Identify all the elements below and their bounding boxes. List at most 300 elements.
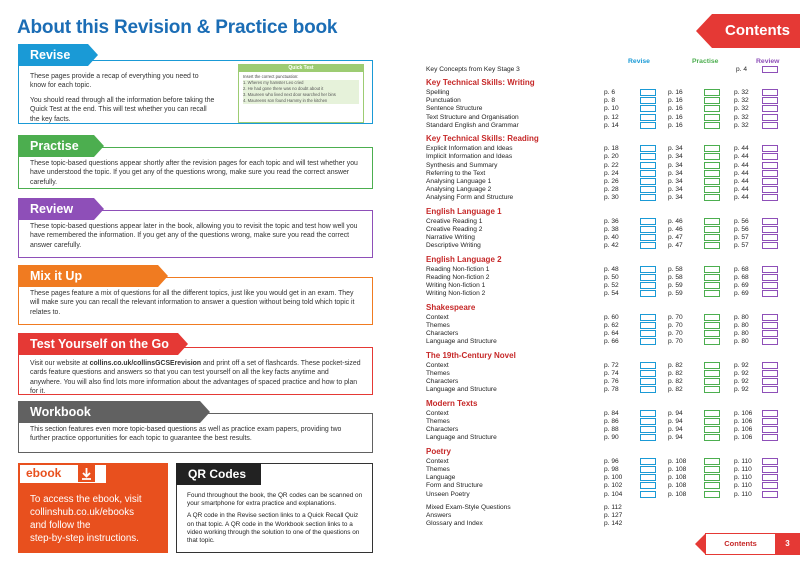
review-checkbox[interactable] (762, 466, 778, 473)
practise-checkbox[interactable] (704, 466, 720, 473)
practise-page: p. 70 (668, 313, 683, 321)
practise-page: p. 47 (668, 242, 683, 250)
revise-checkbox[interactable] (640, 378, 656, 385)
practise-page: p. 82 (668, 378, 683, 386)
practise-checkbox[interactable] (704, 194, 720, 201)
review-checkbox[interactable] (762, 105, 778, 112)
topic-title: Key Concepts from Key Stage 3 (426, 66, 520, 73)
revise-checkbox[interactable] (640, 145, 656, 152)
review-page: p. 110 (734, 457, 752, 465)
review-checkbox[interactable] (762, 474, 778, 481)
topic-title: Context (426, 361, 449, 369)
mix-it-up-banner: Mix it Up (18, 265, 158, 287)
contents-row (426, 122, 786, 130)
revise-checkbox[interactable] (640, 330, 656, 337)
revise-page: p. 104 (604, 490, 623, 498)
review-checkbox[interactable] (762, 274, 778, 281)
revise-page: p. 40 (604, 234, 619, 242)
practise-checkbox[interactable] (704, 97, 720, 104)
practise-checkbox[interactable] (704, 89, 720, 96)
review-checkbox[interactable] (762, 122, 778, 129)
practise-banner: Practise (18, 135, 94, 157)
review-checkbox[interactable] (762, 410, 778, 417)
review-checkbox[interactable] (762, 145, 778, 152)
revise-section (18, 44, 373, 123)
practise-page: p. 47 (668, 234, 683, 242)
contents-row (426, 512, 786, 520)
topic-title: Referring to the Text (426, 169, 486, 177)
test-yourself-section (18, 333, 373, 396)
revise-checkbox[interactable] (640, 466, 656, 473)
contents-row (426, 194, 786, 202)
practise-page: p. 46 (668, 226, 683, 233)
practise-checkbox[interactable] (704, 314, 720, 321)
revise-checkbox[interactable] (640, 114, 656, 121)
practise-checkbox[interactable] (704, 434, 720, 441)
extra-page: p. 112 (604, 504, 622, 511)
review-checkbox[interactable] (762, 218, 778, 225)
review-checkbox[interactable] (762, 153, 778, 160)
page-number: 3 (775, 533, 800, 555)
contents-row (426, 504, 786, 512)
extra-page: p. 127 (604, 512, 623, 520)
quick-test-box (238, 64, 364, 123)
practise-checkbox[interactable] (704, 145, 720, 152)
revise-page: p. 90 (604, 434, 619, 442)
topic-title: Writing Non-fiction 1 (426, 282, 486, 290)
contents-row (426, 114, 786, 122)
practise-checkbox[interactable] (704, 386, 720, 393)
revise-checkbox[interactable] (640, 105, 656, 112)
review-page: p. 110 (734, 482, 752, 490)
page-title: About this Revision & Practice book (17, 17, 338, 38)
review-checkbox[interactable] (762, 170, 778, 177)
contents-row (426, 89, 786, 97)
practise-checkbox[interactable] (704, 122, 720, 129)
quick-test-title: Quick Test (239, 65, 363, 72)
practise-page: p. 34 (668, 145, 683, 153)
revise-checkbox[interactable] (640, 89, 656, 96)
mix-it-up-section (18, 265, 373, 316)
revise-page: p. 72 (604, 361, 619, 369)
review-page: p. 80 (734, 322, 749, 329)
revise-checkbox[interactable] (640, 178, 656, 185)
contents-row (426, 234, 786, 242)
review-page: p. 110 (734, 474, 752, 482)
revise-page: p. 102 (604, 482, 623, 490)
revise-page: p. 26 (604, 178, 619, 185)
practise-page: p. 34 (668, 161, 683, 169)
topic-title: Characters (426, 330, 459, 338)
contents-row (426, 282, 786, 290)
workbook-section (18, 401, 373, 443)
practise-checkbox[interactable] (704, 282, 720, 289)
topic-title: Creative Reading 2 (426, 226, 483, 233)
contents-row (426, 314, 786, 322)
revise-checkbox[interactable] (640, 282, 656, 289)
topic-title: Sentence Structure (426, 105, 483, 113)
contents-row (426, 482, 786, 490)
column-header-practise: Practise (692, 58, 719, 65)
download-icon (78, 465, 95, 482)
practise-checkbox[interactable] (704, 153, 720, 160)
contents-row (426, 242, 786, 250)
topic-title: Characters (426, 378, 459, 386)
revise-checkbox[interactable] (640, 418, 656, 425)
practise-checkbox[interactable] (704, 330, 720, 337)
practise-page: p. 16 (668, 121, 683, 129)
review-checkbox[interactable] (762, 314, 778, 321)
review-checkbox[interactable] (762, 186, 778, 193)
practise-page: p. 58 (668, 265, 683, 273)
revise-page: p. 38 (604, 226, 619, 233)
topic-title: Unseen Poetry (426, 490, 470, 498)
review-page: p. 80 (734, 338, 749, 346)
practise-checkbox[interactable] (704, 218, 720, 225)
contents-row (426, 274, 786, 282)
revise-checkbox[interactable] (640, 491, 656, 498)
revise-checkbox[interactable] (640, 194, 656, 201)
section-heading: Poetry (426, 446, 451, 456)
revise-checkbox[interactable] (640, 97, 656, 104)
revise-checkbox[interactable] (640, 314, 656, 321)
review-checkbox[interactable] (762, 378, 778, 385)
review-page: p. 57 (734, 234, 749, 242)
contents-row (426, 186, 786, 194)
revise-page: p. 24 (604, 169, 619, 177)
contents-row (426, 322, 786, 330)
section-heading: Key Technical Skills: Reading (426, 134, 539, 144)
review-page: p. 68 (734, 265, 749, 273)
review-checkbox[interactable] (762, 234, 778, 241)
revise-page: p. 12 (604, 113, 619, 121)
revise-checkbox[interactable] (640, 170, 656, 177)
revise-checkbox[interactable] (640, 338, 656, 345)
review-checkbox[interactable] (762, 66, 778, 73)
ebook-link[interactable]: collinshub.co.uk/ebooks (30, 507, 135, 518)
revise-page: p. 66 (604, 338, 619, 346)
revise-checkbox[interactable] (640, 274, 656, 281)
review-page: p. 69 (734, 282, 749, 290)
review-banner: Review (18, 198, 94, 220)
contents-row (426, 290, 786, 298)
revise-page: p. 36 (604, 217, 619, 225)
topic-title: Characters (426, 426, 459, 434)
topic-title: Themes (426, 322, 450, 329)
revise-page: p. 62 (604, 322, 619, 329)
practise-checkbox[interactable] (704, 274, 720, 281)
topic-title: Punctuation (426, 97, 461, 105)
topic-title: Themes (426, 418, 450, 425)
revise-checkbox[interactable] (640, 322, 656, 329)
practise-checkbox[interactable] (704, 178, 720, 185)
practise-checkbox[interactable] (704, 458, 720, 465)
revise-page: p. 64 (604, 330, 619, 338)
practise-page: p. 16 (668, 105, 683, 113)
revise-checkbox[interactable] (640, 370, 656, 377)
contents-row (426, 474, 786, 482)
revise-checkbox[interactable] (640, 386, 656, 393)
revise-checkbox[interactable] (640, 482, 656, 489)
revise-page: p. 14 (604, 121, 619, 129)
revise-checkbox[interactable] (640, 234, 656, 241)
practise-checkbox[interactable] (704, 322, 720, 329)
topic-title: Context (426, 313, 449, 321)
review-checkbox[interactable] (762, 482, 778, 489)
revise-checkbox[interactable] (640, 153, 656, 160)
qr-text-2: A QR code in the Revise section links to a Quick Recall Quiz on that topic. A QR code in the Workbook section links to a video working through the solution to one of the questions on that topic. (187, 512, 360, 545)
review-page: p. 32 (734, 89, 749, 96)
practise-checkbox[interactable] (704, 234, 720, 241)
contents-row (426, 66, 786, 74)
workbook-banner: Workbook (18, 401, 200, 423)
ebook-title: ebook (26, 466, 62, 480)
contents-row (426, 362, 786, 370)
revise-checkbox[interactable] (640, 242, 656, 249)
section-heading: Key Technical Skills: Writing (426, 78, 535, 87)
topic-title: Writing Non-fiction 2 (426, 290, 486, 298)
practise-checkbox[interactable] (704, 162, 720, 169)
revise-page: p. 84 (604, 409, 619, 417)
contents-row (426, 458, 786, 466)
revise-box (18, 60, 373, 124)
practise-checkbox[interactable] (704, 186, 720, 193)
practise-page: p. 94 (668, 418, 683, 425)
review-page: p. 92 (734, 361, 749, 369)
revise-checkbox[interactable] (640, 218, 656, 225)
practise-checkbox[interactable] (704, 482, 720, 489)
practise-checkbox[interactable] (704, 338, 720, 345)
practise-checkbox[interactable] (704, 114, 720, 121)
practise-page: p. 34 (668, 194, 683, 202)
review-checkbox[interactable] (762, 242, 778, 249)
revise-checkbox[interactable] (640, 362, 656, 369)
review-page: p. 44 (734, 153, 749, 161)
practise-checkbox[interactable] (704, 370, 720, 377)
revise-checkbox[interactable] (640, 162, 656, 169)
test-yourself-text: Visit our website at collins.co.uk/collinsGCSErevision and print off a set of flashcards. These pocket-sized cards feature questions and answers so that you can test yourself on all the key facts anytime and anywhere. You will also find lots more information about the advantages of spaced practice and how to plan for it. (30, 360, 361, 396)
review-checkbox[interactable] (762, 338, 778, 345)
practise-page: p. 34 (668, 153, 683, 161)
practise-page: p. 82 (668, 361, 683, 369)
review-page: p. 57 (734, 242, 749, 250)
workbook-text: This section features even more topic-based questions as well as practice exam papers, providing two further practice opportunities for each topic to guarantee the best results. (30, 426, 342, 443)
review-checkbox[interactable] (762, 426, 778, 433)
practise-checkbox[interactable] (704, 290, 720, 297)
revise-page: p. 6 (604, 89, 615, 96)
review-page: p. 69 (734, 290, 749, 298)
topic-title: Narrative Writing (426, 234, 475, 242)
quick-test-intro: Insert the correct punctuation: (243, 74, 299, 79)
revise-page: p. 8 (604, 97, 615, 105)
topic-title: Reading Non-fiction 1 (426, 265, 490, 273)
revise-page: p. 42 (604, 242, 619, 250)
review-checkbox[interactable] (762, 362, 778, 369)
topic-title: Standard English and Grammar (426, 121, 519, 129)
topic-title: Implicit Information and Ideas (426, 153, 513, 161)
revise-text-1: These pages provide a recap of everything you need to know for each topic. (30, 73, 199, 90)
review-page: p. 80 (734, 313, 749, 321)
review-page: p. 110 (734, 490, 752, 498)
quick-test-item: 4. Maureens son found Hammy in the kitchen (243, 98, 359, 104)
practise-page: p. 108 (668, 457, 687, 465)
practise-section (18, 135, 373, 186)
review-checkbox[interactable] (762, 282, 778, 289)
review-page: p. 92 (734, 370, 749, 377)
review-page: p. 110 (734, 466, 752, 473)
practise-page: p. 94 (668, 434, 683, 442)
review-checkbox[interactable] (762, 418, 778, 425)
topic-title: Creative Reading 1 (426, 217, 483, 225)
practise-page: p. 59 (668, 282, 683, 290)
review-checkbox[interactable] (762, 370, 778, 377)
practise-checkbox[interactable] (704, 242, 720, 249)
revise-checkbox[interactable] (640, 290, 656, 297)
practise-checkbox[interactable] (704, 426, 720, 433)
review-checkbox[interactable] (762, 458, 778, 465)
review-page: p. 106 (734, 426, 753, 434)
revise-checkbox[interactable] (640, 434, 656, 441)
mix-it-up-text: These pages feature a mix of questions for all the different topics, just like you would get in an exam. They will make sure you can recall the relevant information to answer a question without being told which topic it relates to. (30, 290, 355, 316)
review-page: p. 44 (734, 161, 749, 169)
practise-checkbox[interactable] (704, 378, 720, 385)
review-checkbox[interactable] (762, 322, 778, 329)
contents-row (426, 170, 786, 178)
review-page: p. 56 (734, 217, 749, 225)
topic-title: Form and Structure (426, 482, 483, 490)
topic-title: Synthesis and Summary (426, 161, 498, 169)
contents-row (426, 153, 786, 161)
practise-checkbox[interactable] (704, 362, 720, 369)
contents-row (426, 178, 786, 186)
practise-page: p. 34 (668, 169, 683, 177)
revise-checkbox[interactable] (640, 458, 656, 465)
practise-checkbox[interactable] (704, 105, 720, 112)
review-checkbox[interactable] (762, 89, 778, 96)
revise-page: p. 86 (604, 418, 619, 425)
review-page: p. 32 (734, 121, 749, 129)
review-checkbox[interactable] (762, 491, 778, 498)
revise-page: p. 74 (604, 370, 619, 377)
review-checkbox[interactable] (762, 162, 778, 169)
review-page: p. 106 (734, 418, 753, 425)
revise-page: p. 98 (604, 466, 619, 473)
practise-checkbox[interactable] (704, 418, 720, 425)
topic-title: Spelling (426, 89, 450, 96)
contents-tab: Contents (712, 14, 800, 48)
review-checkbox[interactable] (762, 386, 778, 393)
revise-page: p. 20 (604, 153, 619, 161)
review-checkbox[interactable] (762, 97, 778, 104)
revise-checkbox[interactable] (640, 474, 656, 481)
practise-page: p. 94 (668, 426, 683, 434)
revise-page: p. 96 (604, 457, 619, 465)
revise-page: p. 18 (604, 145, 619, 153)
revise-page: p. 50 (604, 274, 619, 281)
revise-page: p. 48 (604, 265, 619, 273)
revise-checkbox[interactable] (640, 226, 656, 233)
review-checkbox[interactable] (762, 330, 778, 337)
revise-page: p. 52 (604, 282, 619, 290)
key-concepts-page: p. 4 (736, 66, 747, 73)
right-page (400, 0, 800, 566)
qr-codes-title: QR Codes (176, 463, 261, 485)
review-page: p. 56 (734, 226, 749, 233)
contents-row (426, 426, 786, 434)
topic-title: Themes (426, 466, 450, 473)
section-heading: Modern Texts (426, 398, 478, 408)
review-checkbox[interactable] (762, 226, 778, 233)
contents-row (426, 218, 786, 226)
collins-website-link[interactable]: collins.co.uk/collinsGCSErevision (89, 360, 202, 367)
test-yourself-banner: Test Yourself on the Go (18, 333, 178, 355)
topic-title: Context (426, 409, 449, 417)
practise-checkbox[interactable] (704, 474, 720, 481)
revise-checkbox[interactable] (640, 410, 656, 417)
revise-checkbox[interactable] (640, 186, 656, 193)
footer-page-tab (705, 533, 800, 555)
review-checkbox[interactable] (762, 434, 778, 441)
revise-page: p. 60 (604, 313, 619, 321)
practise-page: p. 34 (668, 186, 683, 194)
section-heading: The 19th-Century Novel (426, 350, 516, 360)
revise-checkbox[interactable] (640, 122, 656, 129)
revise-checkbox[interactable] (640, 266, 656, 273)
review-page: p. 68 (734, 274, 749, 281)
review-checkbox[interactable] (762, 290, 778, 297)
revise-checkbox[interactable] (640, 426, 656, 433)
practise-checkbox[interactable] (704, 170, 720, 177)
review-checkbox[interactable] (762, 178, 778, 185)
footer-label: Contents (705, 533, 775, 555)
practise-checkbox[interactable] (704, 410, 720, 417)
contents-row (426, 330, 786, 338)
practise-page: p. 108 (668, 474, 687, 482)
topic-title: Text Structure and Organisation (426, 113, 519, 121)
revise-banner: Revise (18, 44, 88, 66)
review-page: p. 32 (734, 105, 749, 113)
contents-row (426, 491, 786, 499)
contents-row (426, 410, 786, 418)
ebook-line-1: To access the ebook, visit (30, 494, 142, 505)
review-checkbox[interactable] (762, 114, 778, 121)
topic-title: Explicit Information and Ideas (426, 145, 513, 153)
column-header-revise: Revise (628, 58, 650, 65)
practise-page: p. 34 (668, 178, 683, 185)
review-checkbox[interactable] (762, 194, 778, 201)
contents-row (426, 434, 786, 442)
revise-page: p. 30 (604, 194, 619, 202)
review-page: p. 106 (734, 434, 753, 442)
review-page: p. 44 (734, 169, 749, 177)
practise-page: p. 16 (668, 97, 683, 105)
practise-page: p. 82 (668, 386, 683, 394)
topic-title: Mixed Exam-Style Questions (426, 504, 511, 511)
revise-page: p. 78 (604, 386, 619, 394)
review-checkbox[interactable] (762, 266, 778, 273)
review-page: p. 80 (734, 330, 749, 338)
review-page: p. 44 (734, 194, 749, 202)
review-page: p. 32 (734, 97, 749, 105)
section-heading: Shakespeare (426, 302, 476, 312)
practise-text: These topic-based questions appear shortly after the revision pages for each topic and will test whether you have understood the topic. If you get any of the questions wrong, make sure you read the correct answer carefully. (30, 160, 358, 186)
practise-checkbox[interactable] (704, 226, 720, 233)
practise-checkbox[interactable] (704, 266, 720, 273)
revise-page: p. 54 (604, 290, 619, 298)
column-header-review: Review (756, 58, 780, 65)
contents-row (426, 97, 786, 105)
practise-checkbox[interactable] (704, 491, 720, 498)
